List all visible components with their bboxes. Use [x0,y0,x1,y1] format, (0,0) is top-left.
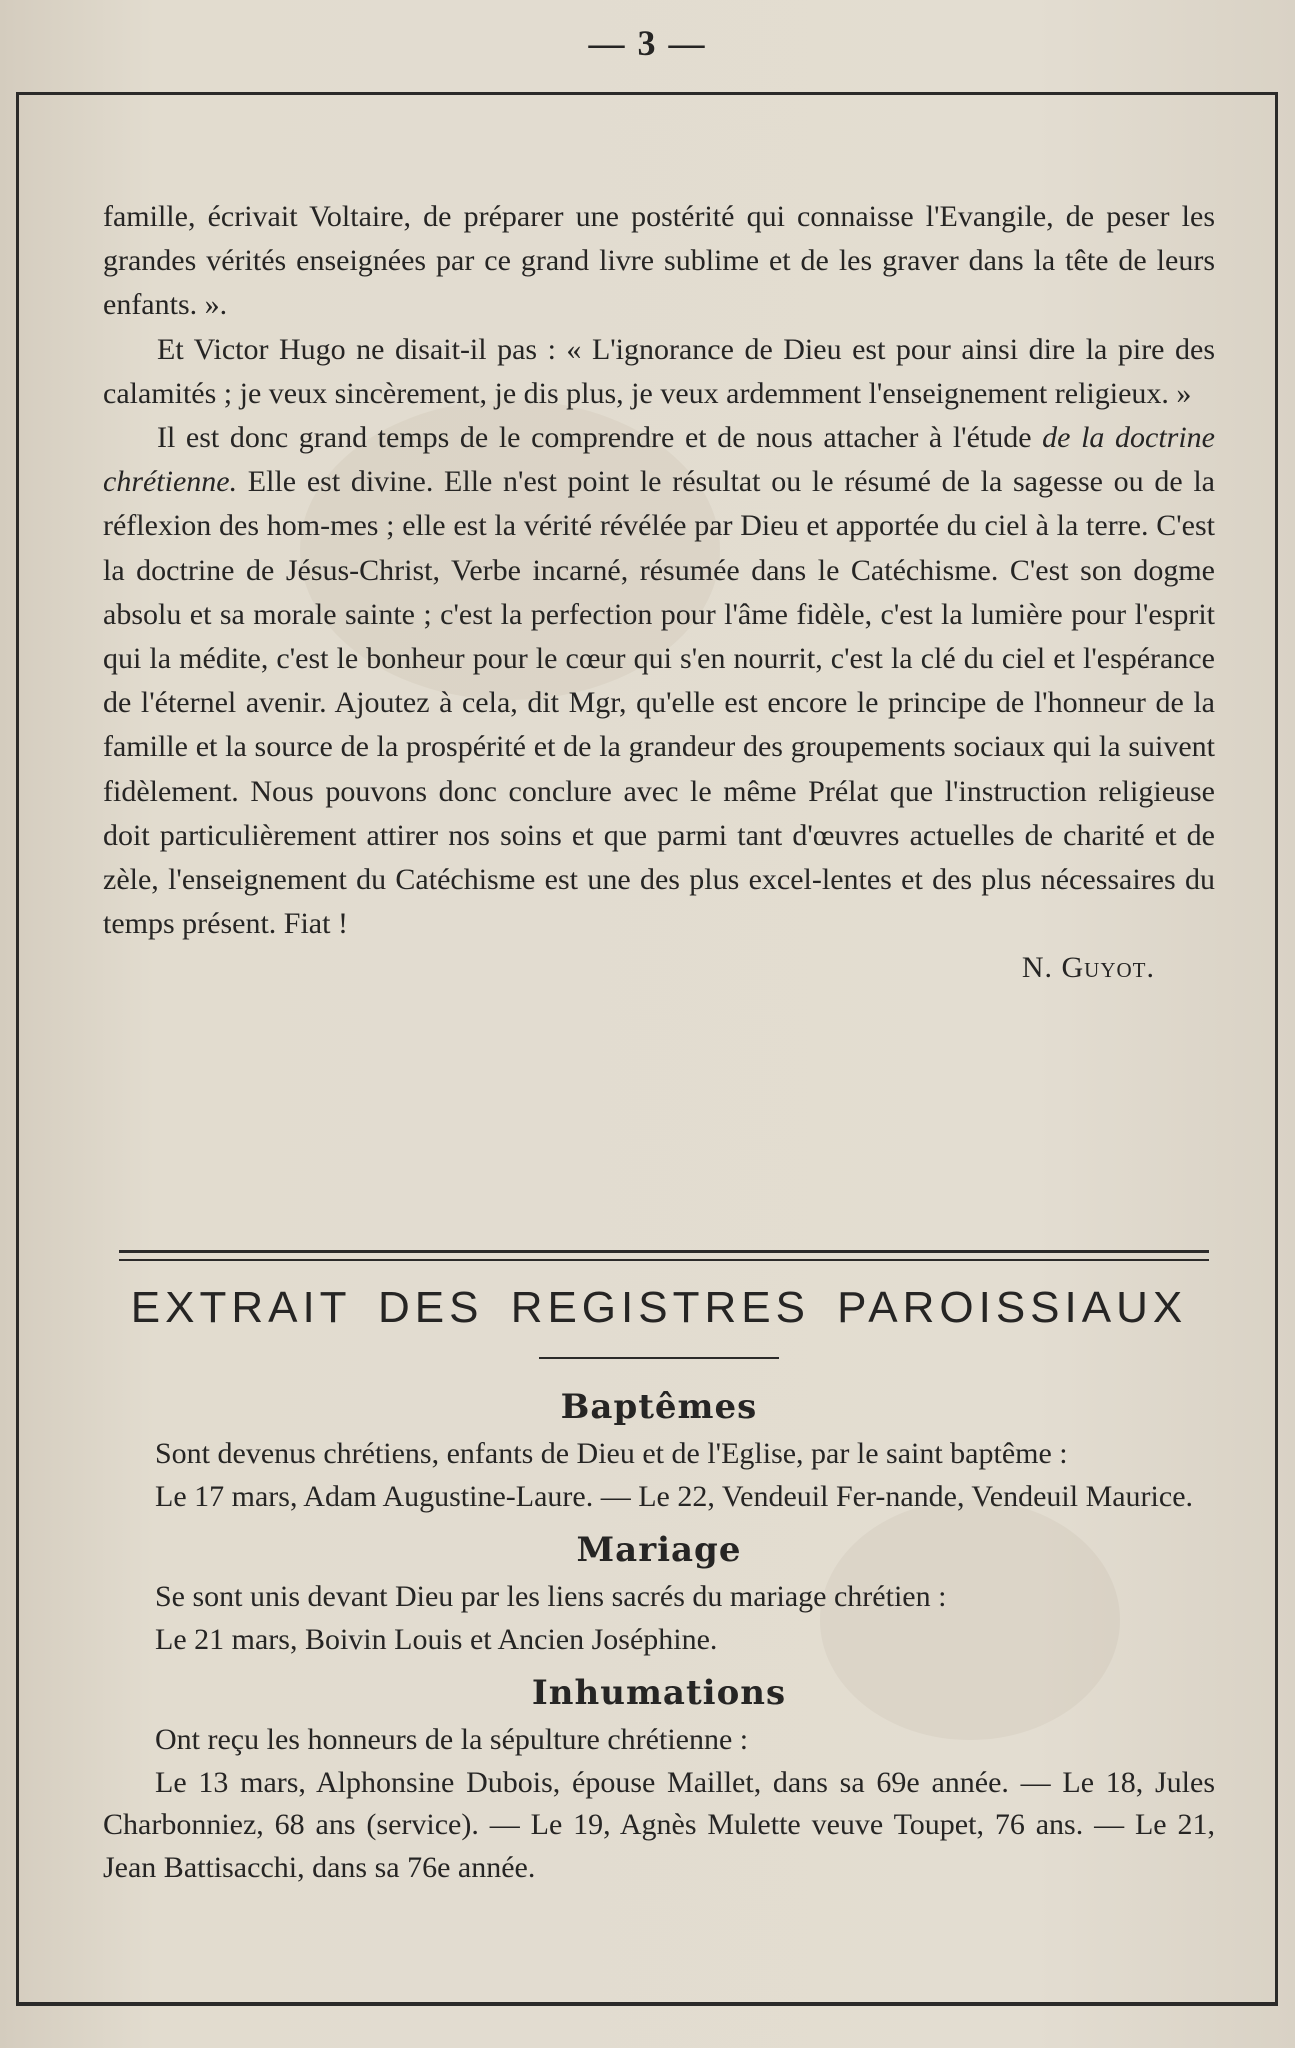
registry-section [103,1375,1215,1889]
registry-title: EXTRAIT DES REGISTRES PAROISSIAUX [130,1283,1188,1332]
article-paragraph: Et Victor Hugo ne disait-il pas : « L'ignorance de Dieu est pour ainsi dire la pire des calamités ; je veux sincèrement, je dis plus, je veux ardemment l'enseignement religieux. » [103,332,1215,410]
mariage-entries: Le 21 mars, Boivin Louis et Ancien Joséphine. [155,1622,718,1656]
baptemes-entries: Le 17 mars, Adam Augustine-Laure. — Le 22, Vendeuil Fer-nande, Vendeuil Maurice. [155,1479,1194,1513]
article-signature: N. Guyot. [1021,951,1155,985]
inhumations-heading: Inhumations [531,1673,787,1713]
section-divider [119,1250,1209,1261]
article-paragraph [103,416,1215,946]
article-paragraph: famille, écrivait Voltaire, de préparer une postérité qui connaisse l'Evangile, de peser les grandes vérités enseignées par ce grand livre sublime et de les graver dans la tête de leurs enfants. ». [103,200,1215,322]
article [103,195,1215,991]
baptemes-heading: Baptêmes [560,1387,758,1427]
page-number: — 3 — [588,23,707,63]
baptemes-intro: Sont devenus chrétiens, enfants de Dieu et de l'Eglise, par le saint baptême : [155,1437,1068,1470]
inhumations-entries: Le 13 mars, Alphonsine Dubois, épouse Maillet, dans sa 69e année. — Le 18, Jules Charbonniez, 68 ans (service). — Le 19, Agnès Mulette veuve Toupet, 76 ans. — Le 21, Jean Battisacchi, dans sa 76e année. [103,1765,1215,1884]
mariage-heading: Mariage [576,1530,742,1570]
article-italic-text: de la doctrine chrétienne. [103,421,1215,499]
page-frame [16,92,1278,2006]
mariage-intro: Se sont unis devant Dieu par les liens sacrés du mariage chrétien : [155,1580,947,1613]
title-underline [539,1357,779,1359]
inhumations-intro: Ont reçu les honneurs de la sépulture chrétienne : [155,1723,749,1756]
article-text: Elle est divine. Elle n'est point le résultat ou le résumé de la sagesse ou de la réflexion des hom-mes ; elle est la vérité révélée par Dieu et apportée du ciel à la terre. C'est la doctrine de Jésus-Christ, Verbe incarné, résumée dans le Catéchisme. C'est son dogme absolu et sa morale sainte ; c'est la perfection pour l'âme fidèle, c'est la lumière pour l'esprit qui la médite, c'est le bonheur pour le cœur qui s'en nourrit, c'est la clé du ciel et l'espérance de l'éternel avenir. Ajoutez à cela, dit Mgr, qu'elle est encore le principe de l'honneur de la famille et la source de la prospérité et de la grandeur des groupements sociaux qui la suivent fidèlement. Nous pouvons donc conclure avec le même Prélat que l'instruction religieuse doit particulièrement attirer nos soins et que parmi tant d'œuvres actuelles de charité et de zèle, l'enseignement du Catéchisme est une des plus excel-lentes et des plus nécessaires du temps présent. Fiat ! [103,465,1215,941]
article-text: Il est donc grand temps de le comprendre et de nous attacher à l'étude [157,421,1043,455]
